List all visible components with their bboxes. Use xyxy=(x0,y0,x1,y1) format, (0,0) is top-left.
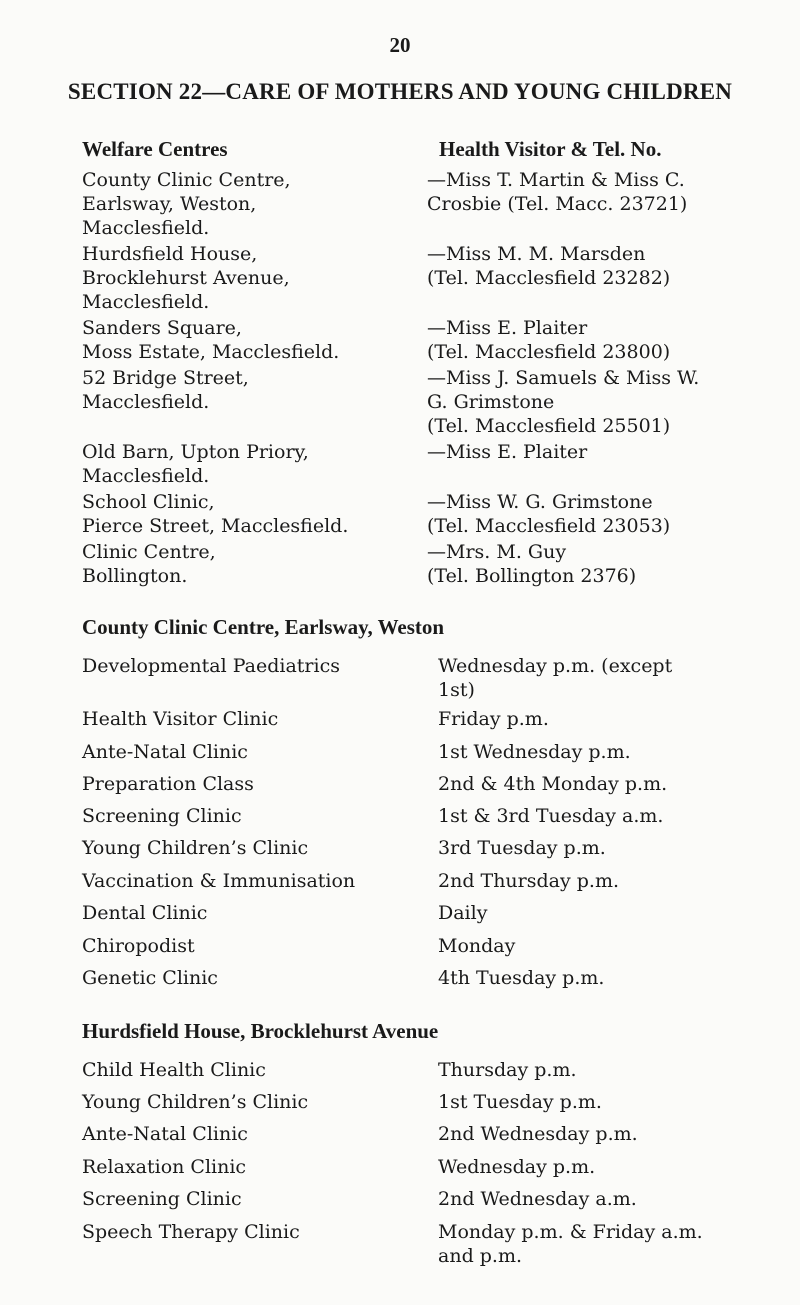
health-visitor: —Miss E. Plaiter xyxy=(427,441,588,463)
clinic-name: Speech Therapy Clinic xyxy=(82,1221,300,1243)
welfare-centre: Old Barn, Upton Priory, Macclesfield. xyxy=(82,441,309,487)
health-visitor: —Miss W. G. Grimstone (Tel. Macclesfield 23053) xyxy=(427,491,671,537)
clinic-time: 2nd Wednesday p.m. xyxy=(438,1123,638,1145)
clinic-name: Developmental Paediatrics xyxy=(82,655,340,677)
clinic-name: Screening Clinic xyxy=(82,1188,242,1210)
welfare-centre: Sanders Square, Moss Estate, Macclesfield. xyxy=(82,317,340,363)
clinic-name: Genetic Clinic xyxy=(82,967,218,989)
clinic-name: Screening Clinic xyxy=(82,805,242,827)
welfare-centre: Hurdsfield House, Brocklehurst Avenue, Macclesfield. xyxy=(82,243,290,313)
welfare-centre: School Clinic, Pierce Street, Macclesfield. xyxy=(82,491,349,537)
clinic-time: 3rd Tuesday p.m. xyxy=(438,837,606,859)
clinic-time: 2nd & 4th Monday p.m. xyxy=(438,773,668,795)
section-title: SECTION 22—CARE OF MOTHERS AND YOUNG CHILDREN xyxy=(67,79,733,104)
health-visitor: —Miss M. M. Marsden (Tel. Macclesfield 23282) xyxy=(427,243,671,289)
clinic-name: Relaxation Clinic xyxy=(82,1156,247,1178)
clinic-time: Monday p.m. & Friday a.m. and p.m. xyxy=(438,1221,703,1267)
clinic-time: Wednesday p.m. (except 1st) xyxy=(438,655,673,701)
clinic-name: Ante-Natal Clinic xyxy=(82,741,248,763)
clinic-name: Young Children’s Clinic xyxy=(82,1091,309,1113)
clinic-name: Preparation Class xyxy=(82,773,254,795)
clinic-time: 2nd Wednesday a.m. xyxy=(438,1188,637,1210)
clinic-name: Dental Clinic xyxy=(82,902,208,924)
earlsway-heading: County Clinic Centre, Earlsway, Weston xyxy=(82,615,445,639)
welfare-centre: 52 Bridge Street, Macclesfield. xyxy=(82,367,249,413)
clinic-name: Vaccination & Immunisation xyxy=(82,870,356,892)
clinic-time: 2nd Thursday p.m. xyxy=(438,870,620,892)
health-visitor: —Miss E. Plaiter (Tel. Macclesfield 23800) xyxy=(427,317,671,363)
clinic-time: 1st & 3rd Tuesday a.m. xyxy=(438,805,664,827)
health-visitor: —Mrs. M. Guy (Tel. Bollington 2376) xyxy=(427,541,637,587)
clinic-time: Friday p.m. xyxy=(438,708,549,730)
clinic-time: Monday xyxy=(438,935,516,957)
health-visitor: —Miss J. Samuels & Miss W. G. Grimstone (Tel. Macclesfield 25501) xyxy=(427,367,700,437)
welfare-centre: County Clinic Centre, Earlsway, Weston, Macclesfield. xyxy=(82,169,291,239)
clinic-time: 1st Wednesday p.m. xyxy=(438,741,631,763)
health-visitor-header: Health Visitor & Tel. No. xyxy=(439,137,662,161)
clinic-name: Child Health Clinic xyxy=(82,1059,266,1081)
clinic-name: Health Visitor Clinic xyxy=(82,708,279,730)
health-visitor: —Miss T. Martin & Miss C. Crosbie (Tel. Macc. 23721) xyxy=(427,169,688,215)
hurdsfield-heading: Hurdsfield House, Brocklehurst Avenue xyxy=(82,1019,439,1043)
clinic-name: Chiropodist xyxy=(82,935,195,957)
clinic-time: Thursday p.m. xyxy=(438,1059,577,1081)
welfare-centre: Clinic Centre, Bollington. xyxy=(82,541,216,587)
clinic-time: 1st Tuesday p.m. xyxy=(438,1091,602,1113)
clinic-time: 4th Tuesday p.m. xyxy=(438,967,605,989)
clinic-time: Wednesday p.m. xyxy=(438,1156,596,1178)
page-number: 20 xyxy=(389,33,411,57)
clinic-time: Daily xyxy=(438,902,488,924)
welfare-centres-header: Welfare Centres xyxy=(82,137,228,161)
clinic-name: Ante-Natal Clinic xyxy=(82,1123,248,1145)
clinic-name: Young Children’s Clinic xyxy=(82,837,309,859)
